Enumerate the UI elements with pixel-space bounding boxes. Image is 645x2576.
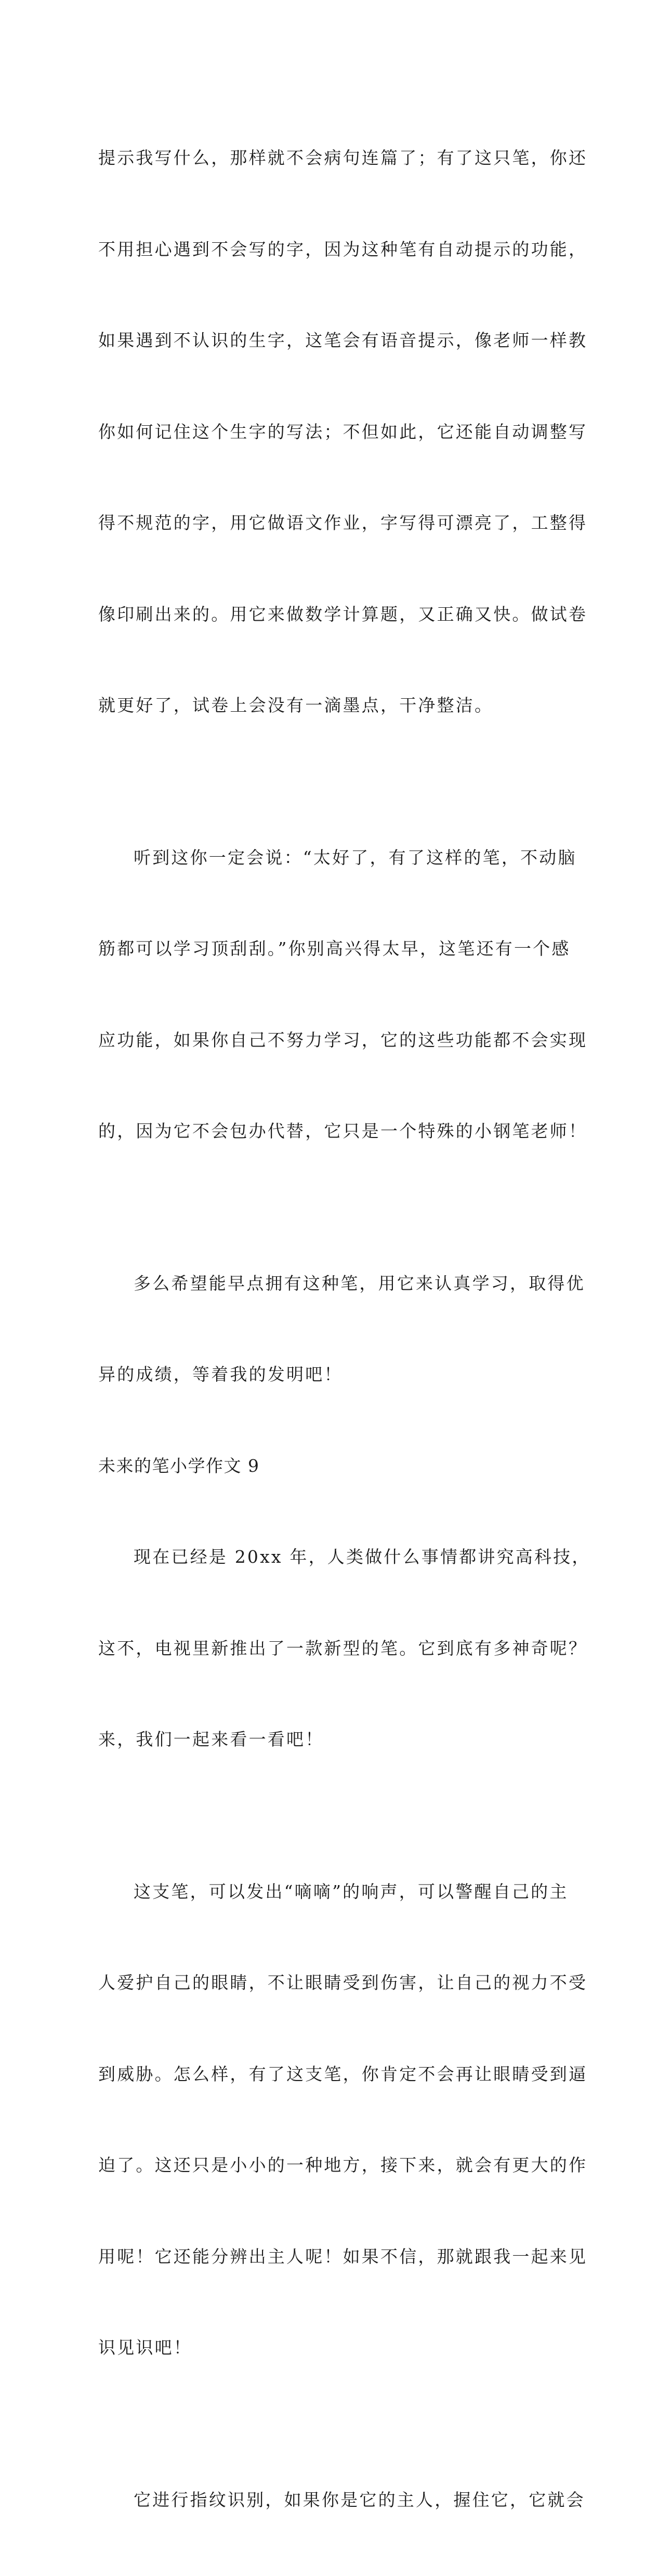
text-line: 用呢！它还能分辨出主人呢！如果不信，那就跟我一起来见 bbox=[98, 2242, 556, 2272]
text-line: 如果遇到不认识的生字，这笔会有语音提示，像老师一样教 bbox=[98, 325, 556, 356]
text-line: 识见识吧！ bbox=[98, 2333, 556, 2363]
document-body bbox=[98, 82, 556, 2576]
text-line: 像印刷出来的。用它来做数学计算题，又正确又快。做试卷 bbox=[98, 599, 556, 630]
paragraph bbox=[98, 82, 556, 782]
text-line: 到威胁。怎么样，有了这支笔，你肯定不会再让眼睛受到逼 bbox=[98, 2059, 556, 2090]
paragraph bbox=[98, 782, 556, 1208]
text-line: 的，因为它不会包办代替，它只是一个特殊的小钢笔老师！ bbox=[98, 1116, 556, 1147]
text-line: 现在已经是 20xx 年，人类做什么事情都讲究高科技， bbox=[98, 1542, 556, 1573]
text-line: 听到这你一定会说：“太好了，有了这样的笔，不动脑 bbox=[98, 843, 556, 873]
text-line: 这不，电视里新推出了一款新型的笔。它到底有多神奇呢？ bbox=[98, 1633, 556, 1664]
text-line: 提示我写什么，那样就不会病句连篇了；有了这只笔，你还 bbox=[98, 143, 556, 174]
text-line: 来，我们一起来看一看吧！ bbox=[98, 1724, 556, 1755]
paragraph bbox=[98, 1481, 556, 1816]
text-line: 迫了。这还只是小小的一种地方，接下来，就会有更大的作 bbox=[98, 2150, 556, 2181]
text-line: 就更好了，试卷上会没有一滴墨点，干净整洁。 bbox=[98, 690, 556, 721]
text-line: 人爱护自己的眼睛，不让眼睛受到伤害，让自己的视力不受 bbox=[98, 1968, 556, 1998]
document-page bbox=[0, 0, 645, 912]
paragraph bbox=[98, 1816, 556, 2424]
text-line: 多么希望能早点拥有这种笔，用它来认真学习，取得优 bbox=[98, 1269, 556, 1299]
text-line: 这支笔，可以发出“嘀嘀”的响声，可以警醒自己的主 bbox=[98, 1877, 556, 1907]
paragraph bbox=[98, 2424, 556, 2576]
text-line: 异的成绩，等着我的发明吧！ bbox=[98, 1359, 556, 1390]
paragraph bbox=[98, 1208, 556, 1451]
text-line: 你如何记住这个生字的写法；不但如此，它还能自动调整写 bbox=[98, 417, 556, 448]
text-line: 它进行指纹识别，如果你是它的主人，握住它，它就会 bbox=[98, 2485, 556, 2516]
text-line: 应功能，如果你自己不努力学习，它的这些功能都不会实现 bbox=[98, 1025, 556, 1056]
section-heading: 未来的笔小学作文 9 bbox=[98, 1451, 556, 1482]
text-line: 不用担心遇到不会写的字，因为这种笔有自动提示的功能， bbox=[98, 234, 556, 265]
text-line: 得不规范的字，用它做语文作业，字写得可漂亮了，工整得 bbox=[98, 508, 556, 539]
text-line: 筋都可以学习顶刮刮。”你别高兴得太早，这笔还有一个感 bbox=[98, 934, 556, 964]
